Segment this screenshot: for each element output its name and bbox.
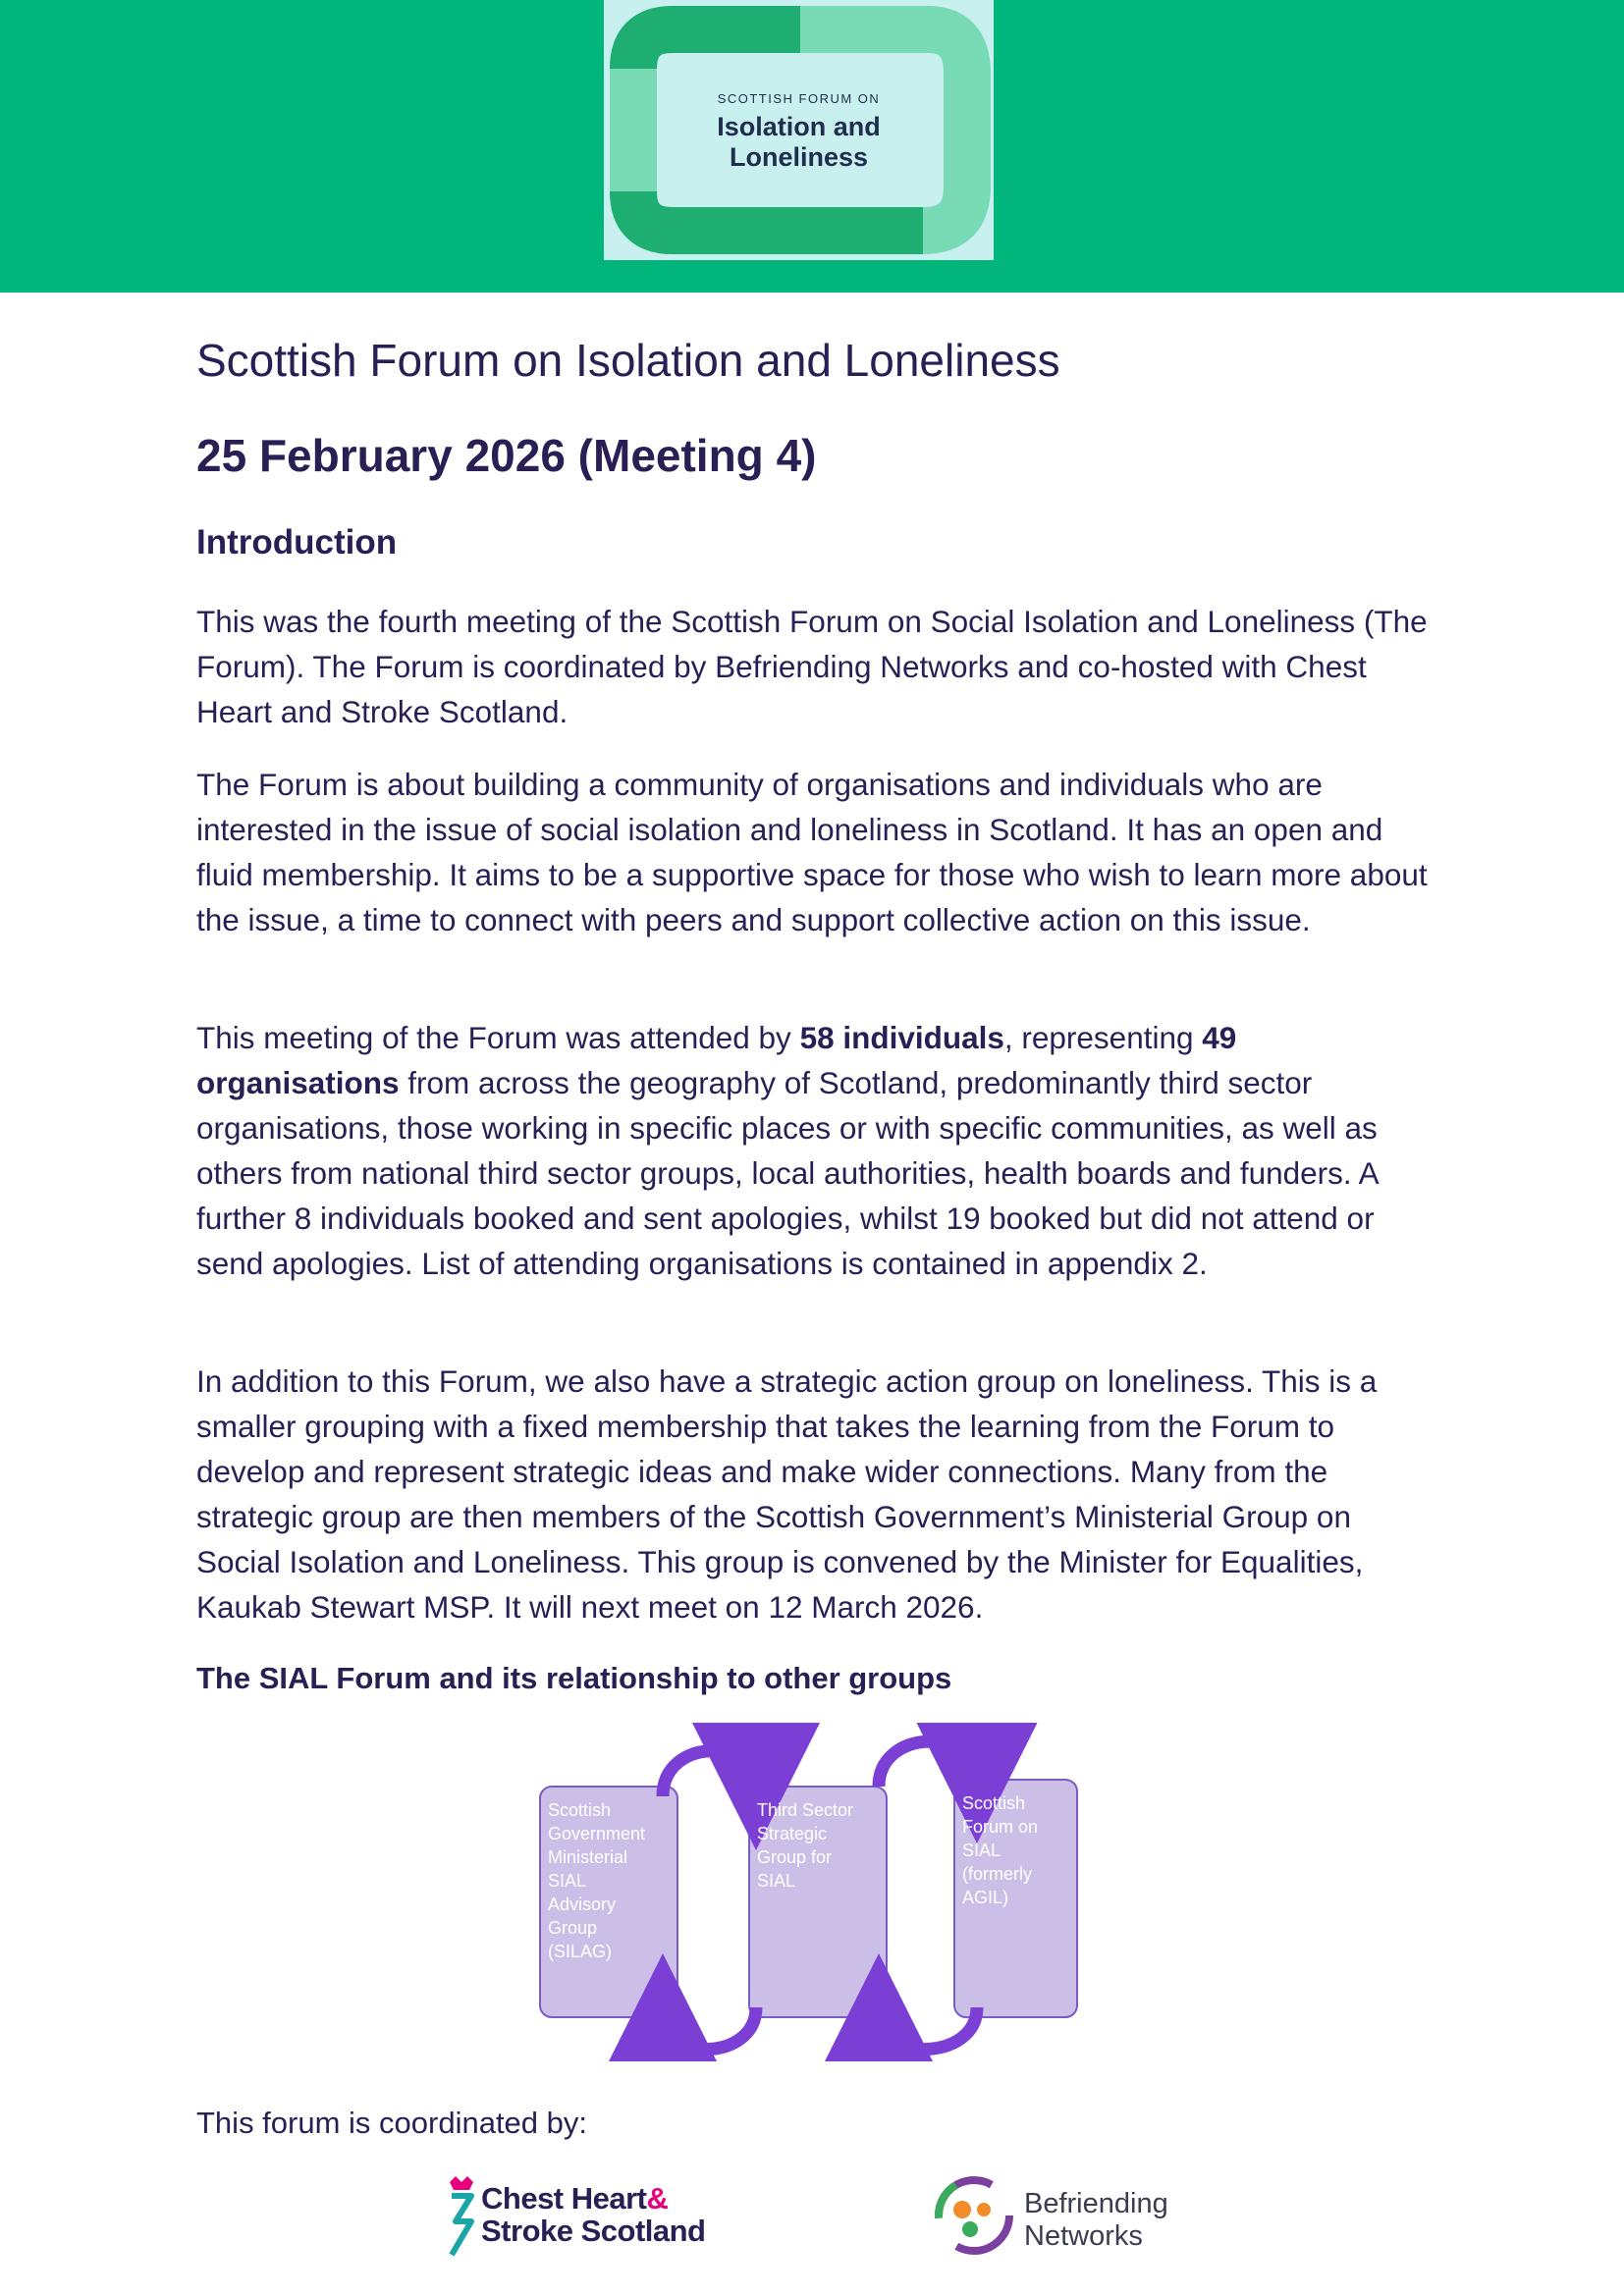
intro-paragraph-1: This was the fourth meeting of the Scottish Forum on Social Isolation and Loneliness (The Forum). The Forum is coordinated by Befriending Networks and co-hosted with Chest Heart and Stroke Scotland. [196,604,1428,729]
diagram-box-label: (SILAG) [548,1942,613,1961]
arrow-top-left [663,1751,756,1796]
forum-logo [604,0,994,260]
diagram-box-label: Strategic [757,1824,828,1843]
diagram-box-label: Group [548,1918,598,1938]
intro-paragraph-3 [196,1015,1438,1286]
diagram-box-label: SIAL [962,1841,1001,1860]
chest-heart-stroke-logo [442,2174,727,2263]
logo-text [604,91,994,173]
section-heading-introduction: Introduction [196,523,398,561]
diagram-box-label: Scottish [962,1793,1026,1813]
page-subtitle: 25 February 2026 (Meeting 4) [196,430,817,481]
diagram-box-label: SIAL [757,1871,796,1891]
coordinated-by-label: This forum is coordinated by: [196,2106,588,2140]
chss-name [481,2182,706,2247]
diagram-box-label: Forum on [962,1817,1039,1837]
diagram-heading: The SIAL Forum and its relationship to other groups [196,1661,952,1695]
diagram-box-label: Advisory [548,1895,617,1914]
diagram-box-label: Scottish [548,1800,612,1820]
arrow-bottom-left [663,2007,756,2050]
attendee-count: 58 individuals [799,1020,1004,1055]
page-title: Scottish Forum on Isolation and Loneliness [196,335,1060,386]
intro-paragraph-2: The Forum is about building a community of organisations and individuals who are interested in the issue of social isolation and loneliness in Scotland. It has an open and fluid membership. It aims to be a supportive space for those who wish to learn more about the issue, a time to connect with peers and support collective action on this issue. [196,767,1428,937]
befriending-networks-logo [933,2174,1198,2263]
logo-title-line2: Loneliness [729,142,869,172]
diagram-box-label: SIAL [548,1871,587,1891]
diagram-box-label: Ministerial [548,1847,628,1867]
chss-line1: Chest Heart [481,2181,647,2216]
logo-title-line1: Isolation and [717,112,881,141]
diagram-box-label: Group for [757,1847,833,1867]
chss-line2: Stroke Scotland [481,2214,706,2248]
diagram-box-label: Government [548,1824,646,1843]
bfn-name [1024,2188,1168,2253]
diagram-box-label: Third Sector [757,1800,854,1820]
chss-emblem-icon [442,2174,481,2263]
bfn-line2: Networks [1024,2220,1143,2252]
befriending-networks-emblem-icon [933,2174,1015,2257]
logo-small-text: SCOTTISH FORUM ON [717,91,881,106]
relationship-diagram [530,1723,1090,2061]
diagram-box-third-sector [749,1787,887,2017]
p3-text-d: from across the geography of Scotland, predominantly third sector organisations, those working in specific places or with specific communities, as well as others from national third sector groups, local authorities, health boards and funders. A further 8 individuals booked and sent apologies, whilst 19 booked but did not attend or send apologies. List of attending organisations is contained in appendix 2. [196,1065,1378,1281]
organisation-count: 49 organisations [196,1020,1237,1100]
intro-paragraph-4: In addition to this Forum, we also have a strategic action group on loneliness. This is a smaller grouping with a fixed membership that takes the learning from the Forum to develop and represent strategic ideas and make wider connections. Many from the strategic group are then members of the Scottish Government’s Ministerial Group on Social Isolation and Loneliness. This group is convened by the Minister for Equalities, Kaukab Stewart MSP. It will next meet on 12 March 2026. [196,1363,1378,1625]
chss-ampersand: & [646,2181,669,2216]
diagram-box-label: (formerly [962,1864,1032,1884]
bfn-line1: Befriending [1024,2188,1168,2219]
p3-text-a: This meeting of the Forum was attended by [196,1020,800,1055]
p3-text-c: , representing [1003,1020,1203,1055]
diagram-box-label: AGIL) [962,1888,1009,1907]
